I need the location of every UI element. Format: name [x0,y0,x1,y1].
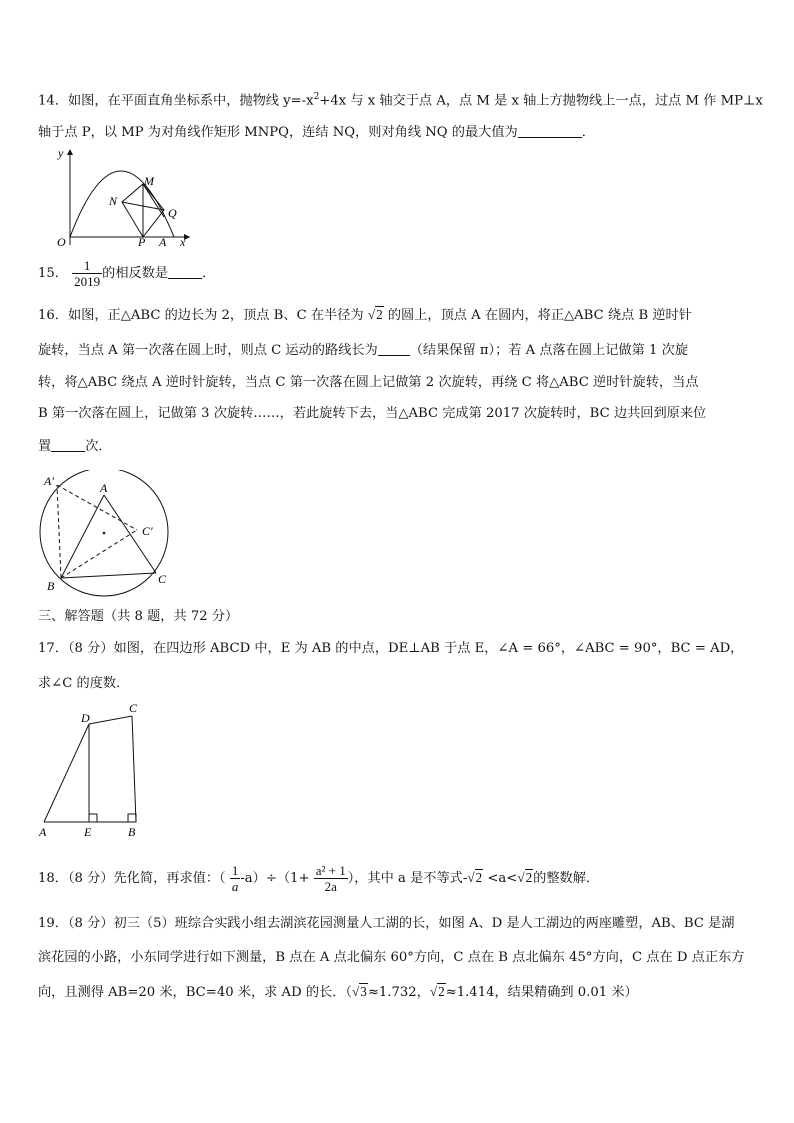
q18-fraction-1 [230,863,241,894]
q16-text-5a: 置 [38,439,52,454]
q16-sqrt: √2 [367,307,383,322]
q19-sqrt-2: √2 [429,984,445,999]
q17-label-c: C [129,702,138,715]
q17-label-b: B [128,825,136,839]
q19-text-3c: ≈1.414，结果精确到 0.01 米） [445,985,638,1000]
q18-frac2-num: a² + 1 [315,863,346,878]
q19-radicand-2: 2 [438,984,445,999]
q14-end: ． [581,125,595,140]
q19-text-3b: ≈1.732， [367,985,430,1000]
q17-line-1: 17．（8 分）如图，在四边形 ABCD 中，E 为 AB 的中点，DE⊥AB 于点 E，∠A = 66°，∠ABC = 90°，BC = AD， [38,641,744,656]
q16-text-2a: 旋转，当点 A 第一次落在圆上时，则点 C 运动的路线长为 [38,343,378,358]
q14-figure [52,145,194,248]
q15-answer-blank[interactable] [168,264,202,279]
q16-text-1a: 16．如图，正△ABC 的边长为 2，顶点 B、C 在半径为 [38,308,364,323]
q16-text-5b: 次． [85,439,112,454]
q14-line-1 [38,88,763,110]
q18-frac2-den: 2a [314,878,348,894]
q17-label-d: D [81,711,90,725]
q16-figure [34,470,180,602]
q16-line-2 [38,341,688,360]
q14-label-p: P [138,235,146,248]
q18-fraction-2 [314,863,348,894]
q18-prefix: 18．（8 分）先化简，再求值：（ [38,871,226,886]
q19-line-2: 滨花园的小路，小东同学进行如下测量，B 点在 A 点北偏东 60°方向，C 点在 B 点北偏东 45°方向，C 点在 D 点正东方 [38,950,745,965]
q16-label-a: A [100,481,108,495]
q16-label-b: B [47,579,55,593]
q16-line-5 [38,437,112,456]
q14-label-q: Q [168,206,177,220]
q16-radicand: 2 [376,307,383,322]
q16-line-4: B 第一次落在圆上，记做第 3 次旋转……，若此旋转下去，当△ABC 完成第 2017 次旋转时，BC 边共回到原来位 [38,406,707,421]
q14-line-2 [38,123,595,142]
q15-line [38,255,215,293]
q14-answer-blank[interactable] [518,123,582,138]
q14-label-n: N [109,194,118,208]
q19-sqrt-1: √3 [351,984,367,999]
q14-label-a: A [159,235,167,248]
q18-radicand-1: 2 [475,870,483,885]
q18-end: 的整数解． [533,871,600,886]
q14-text-1b: +4x 与 x 轴交于点 A，点 M 是 x 轴上方抛物线上一点，过点 M 作 MP⊥x [319,93,763,109]
q17-label-e: E [84,825,92,839]
q18-mid: -a）÷（1+ [240,871,310,886]
q14-label-y: y [58,146,64,160]
q16-answer-blank-1[interactable] [378,341,410,356]
q15-fraction [72,258,102,289]
q14-label-m: M [144,174,154,188]
q14-label-o: O [57,235,66,248]
q18-sqrt-2: √2 [517,870,533,885]
q16-label-c: C [158,572,167,586]
q18-line [38,858,599,899]
q19-line-1: 19．（8 分）初三（5）班综合实践小组去湖滨花园测量人工湖的长，如图 A、D 是人工湖边的两座雕塑，AB、BC 是湖 [38,916,735,931]
q14-text-1a: 14．如图，在平面直角坐标系中，抛物线 y=-x [38,93,314,109]
q15-suffix: 的相反数是 [102,266,169,281]
q17-label-a: A [39,825,47,839]
q16-line-3: 转，将△ABC 绕点 A 逆时针旋转，当点 C 第一次落在圆上记做第 2 次旋转，再绕 C 将△ABC 逆时针旋转，当点 [38,375,699,390]
q14-text-2: 轴于点 P，以 MP 为对角线作矩形 MNPQ，连结 NQ，则对角线 NQ 的最大值为 [38,125,518,140]
q18-after: ），其中 a 是不等式- [347,871,468,886]
q16-text-2b: （结果保留 π）；若 A 点落在圆上记做第 1 次旋 [409,343,689,358]
q16-label-a-prime: A′ [44,474,54,488]
q17-figure [32,702,152,840]
q15-frac-den: 2019 [74,274,101,289]
q18-frac1-num: 1 [231,863,239,878]
q19-radicand-1: 3 [360,984,367,999]
section-heading: 三、解答题（共 8 题，共 72 分） [38,609,239,624]
q16-answer-blank-2[interactable] [51,437,85,452]
q16-text-1b: 的圆上，顶点 A 在圆内，将正△ABC 绕点 B 逆时针 [387,308,692,323]
q14-sup: 2 [313,92,320,102]
q18-frac1-den: a [231,879,239,894]
q15-frac-num: 1 [83,258,91,273]
q18-radicand-2: 2 [525,870,533,885]
q17-line-2: 求∠C 的度数． [38,676,130,691]
q16-line-1 [38,306,692,325]
q16-label-c-prime: C′ [142,524,153,538]
q19-line-3 [38,983,638,1002]
q15-prefix: 15． [38,266,68,281]
q15-end: ． [202,266,216,281]
q19-text-3a: 向，且测得 AB=20 米，BC=40 米，求 AD 的长．（ [38,985,352,1000]
q18-inequality: <a< [487,871,518,886]
q18-sqrt-1: √2 [467,870,483,885]
q14-label-x: x [180,235,186,248]
